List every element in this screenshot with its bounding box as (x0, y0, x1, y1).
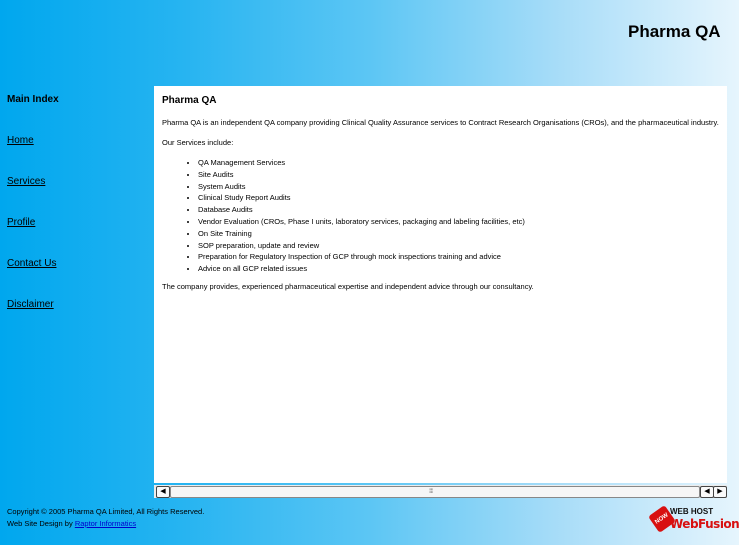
copyright-text: Copyright © 2005 Pharma QA Limited, All Rights Reserved. (7, 507, 205, 516)
design-credit-prefix: Web Site Design by (7, 519, 73, 528)
badge-top-text: WEB HOST (670, 507, 714, 516)
list-item: • QA Management Services (198, 157, 719, 169)
design-credit (7, 518, 204, 530)
closing-paragraph: The company provides, experienced pharmaceutical expertise and independent advice through our consultancy. (162, 281, 534, 291)
list-item: • SOP preparation, update and review (198, 240, 719, 252)
content-title: Pharma QA (162, 95, 217, 106)
list-item: • Site Audits (198, 169, 719, 181)
scrollbar-thumb[interactable] (170, 486, 700, 498)
nav-link-services[interactable]: Services (7, 176, 46, 187)
list-item: • Preparation for Regulatory Inspection of GCP through mock inspections training and advice (198, 251, 719, 263)
list-item: • Database Audits (198, 204, 719, 216)
scroll-left-arrow-icon[interactable]: ◀ (156, 486, 170, 498)
now-ribbon-icon: NOW (648, 505, 676, 533)
list-item: • On Site Training (198, 228, 719, 240)
list-item: • Advice on all GCP related issues (198, 263, 719, 275)
services-intro: Our Services include: (162, 138, 234, 147)
list-item: • Clinical Study Report Audits (198, 192, 719, 204)
sidebar-heading: Main Index (7, 94, 59, 105)
list-item: • System Audits (198, 181, 719, 193)
nav-link-profile[interactable]: Profile (7, 217, 36, 228)
nav-link-contact-us[interactable]: Contact Us (7, 258, 57, 269)
scroll-right-arrow-icon[interactable]: ▶ (713, 486, 727, 498)
nav-link-disclaimer[interactable]: Disclaimer (7, 299, 54, 310)
intro-paragraph: Pharma QA is an independent QA company providing Clinical Quality Assurance services to Contract Research Organisations (CROs), and the pharmaceutical industry. (162, 118, 719, 127)
list-item: • Vendor Evaluation (CROs, Phase I units, laboratory services, packaging and labeling facilities, etc) (198, 216, 719, 228)
horizontal-scrollbar[interactable] (154, 485, 727, 498)
webhost-badge[interactable] (652, 505, 739, 539)
services-list (162, 157, 719, 275)
design-credit-link[interactable]: Raptor Informatics (74, 519, 137, 528)
nav-link-home[interactable]: Home (7, 135, 34, 146)
badge-brand-text: WebFusion (670, 517, 739, 531)
footer (7, 506, 204, 530)
scroll-left-arrow-icon[interactable]: ◀ (700, 486, 714, 498)
site-title: Pharma QA (628, 22, 721, 41)
sidebar (7, 94, 147, 340)
scrollbar-grip-icon: ⁞⁞⁞⁞⁞ (429, 489, 433, 495)
content-panel (154, 86, 727, 483)
